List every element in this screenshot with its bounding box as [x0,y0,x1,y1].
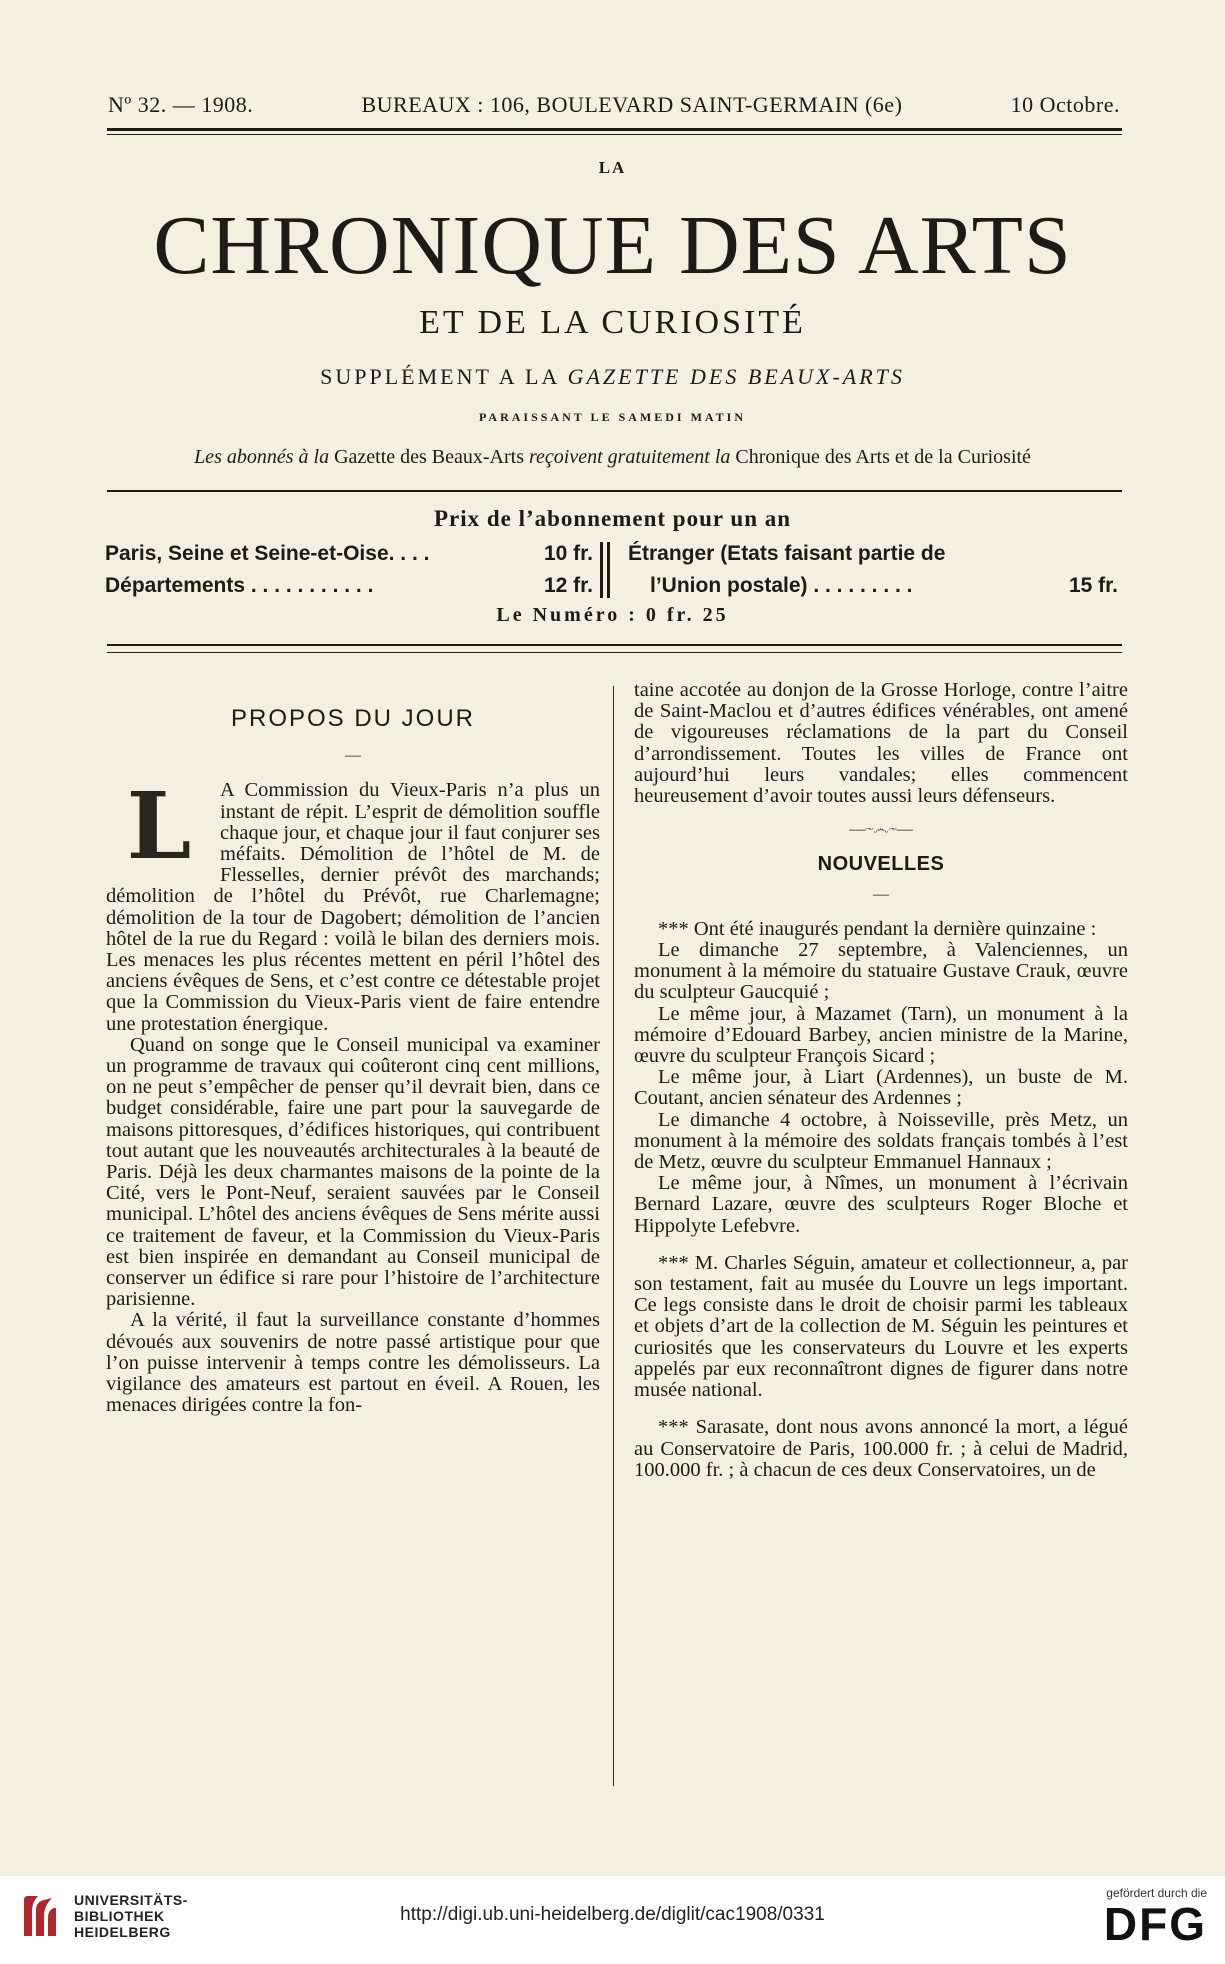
price-etranger-line2 [650,574,1118,598]
issue-number: Nº 32. — 1908. [108,92,254,117]
news-item-2: *** M. Charles Séguin, amateur et collectionneur, a, par son testament, fait au musée du Louvre un legs important. Ce legs consiste dans le droit de choisir parmi les tableaux et objets d’art de la collection de M. Séguin les peintures et curiosités que les conservateurs du Louvre et les experts appelés par eux reconnaîtront dignes de figurer dans notre musée national. [634,1251,1128,1402]
uni-line-2: BIBLIOTHEK [74,1908,165,1924]
propos-heading: PROPOS DU JOUR [230,705,476,732]
abonnes-part-d: Chronique des Arts et de la Curiosité [730,446,1031,468]
price-paris-label: Paris, Seine et Seine-et-Oise. . . . [105,542,430,565]
right-column [634,680,1128,1780]
dfg-wordmark: DFG [1103,1898,1207,1950]
price-dept-amount: 12 fr. [543,574,593,597]
news-item-1-b: Le même jour, à Mazamet (Tarn), un monument à la mémoire d’Edouard Barbey, ancien ministre de la Marine, œuvre du sculpteur François Sicard ; [634,1002,1128,1068]
subscribers-note [0,446,1225,469]
price-divider-right [607,542,610,598]
nouvelles-heading: NOUVELLES [817,853,945,876]
price-etranger-label: l’Union postale) . . . . . . . . . [650,574,913,597]
news-item-1-d: Le dimanche 4 octobre, à Noisseville, près Metz, un monument à la mémoire des soldats français tombés à l’est de Metz, œuvre du sculpteur Emmanuel Hannaux ; [634,1108,1128,1174]
viewer-footer [0,1876,1225,1964]
news-item-1-c: Le même jour, à Liart (Ardennes), un buste de M. Coutant, ancien sénateur des Ardennes ; [634,1066,1128,1110]
price-etranger-line1: Étranger (Etats faisant partie de [628,542,946,565]
supplement-prefix: SUPPLÉMENT A LA [320,364,568,389]
abonnes-part-b: Gazette des Beaux-Arts [329,446,529,468]
office-address: BUREAUX : 106, BOULEVARD SAINT-GERMAIN (6e) [361,92,903,117]
price-departements [105,574,593,598]
single-issue-price: Le Numéro : 0 fr. 25 [496,604,729,626]
price-paris-amount: 10 fr. [543,542,593,565]
content-top-rule-thin [107,652,1122,653]
masthead-la: LA [598,158,627,177]
supplement-gazette: GAZETTE DES BEAUX-ARTS [567,364,905,389]
news-item-1-intro: *** Ont été inaugurés pendant la dernière quinzaine : [658,917,1097,940]
price-etranger-amount: 15 fr. [1068,574,1118,597]
nouvelles-dash: — [873,885,889,903]
dropcap-letter: L [126,772,192,881]
propos-paragraph-1 [106,772,600,1035]
news-gap-2 [634,1401,1128,1417]
subscription-top-rule [107,490,1122,492]
abonnes-part-a: Les abonnés à la [194,446,330,468]
column-divider [613,686,614,1786]
dfg-funded-by: gefördert durch die [1106,1886,1207,1900]
abonnes-part-c: reçoivent gratuitement la [528,446,731,468]
supplement-line [0,364,1225,390]
page-url-link[interactable]: http://digi.ub.uni-heidelberg.de/diglit/cac1908/0331 [400,1904,825,1925]
news-item-3: *** Sarasate, dont nous avons annoncé la mort, a légué au Conservatoire de Paris, 100.000 fr. ; à celui de Madrid, 100.000 fr. ; à chacun de ces deux Conservatoires, un de [634,1416,1128,1481]
issue-date: 10 Octobre. [1010,92,1120,117]
issue-header [108,82,1120,128]
news-gap-1 [634,1237,1128,1253]
price-divider-left [600,542,603,598]
content-top-rule [107,644,1122,646]
price-paris [105,542,593,566]
propos-paragraph-3: A la vérité, il faut la surveillance constante d’hommes dévoués aux souvenirs de notre passé artistique pour que l’on puisse intervenir à temps contre les démolisseurs. La vigilance des amateurs est partout en éveil. A Rouen, les menaces dirigées contre la fon- [106,1309,600,1417]
propos-dash: — [345,747,361,765]
header-rule-thin [107,134,1122,135]
subscription-title: Prix de l’abonnement pour un an [433,506,792,531]
masthead-title: CHRONIQUE DES ARTS [153,199,1072,292]
propos-paragraph-4: taine accotée au donjon de la Grosse Horloge, contre l’aitre de Saint-Maclou et d’autres édifices vénérables, ont amené de vigoureuses réclamations de la part du Conseil d’arrondissement. Toutes les villes de France ont aujourd’hui leurs vandales; elles commencent heureusement d’avoir toutes aussi leurs défenseurs. [634,680,1128,808]
news-item-1-a: Le dimanche 27 septembre, à Valenciennes, un monument à la mémoire du statuaire Gustave Crauk, œuvre du sculpteur Gaucquié ; [634,939,1128,1004]
news-item-1-e: Le même jour, à Nîmes, un monument à l’écrivain Bernard Lazare, œuvre des sculpteurs Roger Bloche et Hippolyte Lefebvre. [634,1172,1128,1237]
propos-paragraph-1-text: A Commission du Vieux-Paris n’a plus un instant de répit. L’esprit de démolition souffle chaque jour, et chaque jour il faut conjurer ses méfaits. Démolition de l’hôtel de M. de Flesselles, dernier prévôt des marchands; démolition de l’hôtel du Prévôt, rue Charlemagne; démolition de la tour de Dagobert; démolition de l’ancien hôtel de la rue du Regard : voilà le bilan des derniers mois. Les menaces les plus récentes mettent en péril l’hôtel des anciens évêques de Sens, et c’est contre ce détestable projet que la Commission du Vieux-Paris vient de faire entendre une protestation énergique. [106,779,600,1035]
propos-paragraph-2: Quand on songe que le Conseil municipal va examiner un programme de travaux qui coûteront cinq cent millions, on ne peut s’empêcher de penser qu’il devrait bien, dans ce budget considérable, faire une part pour la sauvegarde de maisons pittoresques, d’édifices historiques, qui contribuent tout autant que les nouveautés architecturales à la beauté de Paris. Déjà les deux charmantes maisons de la pointe de la Cité, vers le Pont-Neuf, seraient sauvées par le Conseil municipal. L’hôtel des anciens évêques de Sens mérite aussi ce traitement de faveur, et la Commission du Vieux-Paris est bien inspirée en demandant au Conseil municipal de conserver un édifice si rare pour l’histoire de l’architecture parisienne. [106,1033,600,1311]
dfg-logo[interactable] [1104,1886,1207,1948]
publication-schedule: PARAISSANT LE SAMEDI MATIN [478,410,747,424]
uni-line-1: UNIVERSITÄTS- [74,1892,188,1908]
section-ornament: —⁓෴⁓— [849,821,913,839]
left-column [106,680,600,1780]
masthead-subtitle: ET DE LA CURIOSITÉ [419,304,806,341]
price-dept-label: Départements . . . . . . . . . . . [105,574,374,597]
uni-line-3: HEIDELBERG [74,1924,171,1940]
header-rule [107,128,1122,131]
